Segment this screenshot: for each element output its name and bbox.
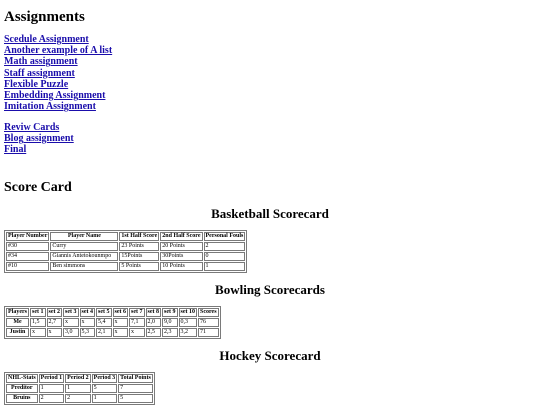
table-row [6,318,219,327]
table-cell: 30Points [160,252,202,261]
table-cell: 20 Points [160,242,202,251]
column-header: set 7 [131,309,143,315]
bowling-table [4,306,221,339]
link-list-example[interactable]: Another example of A list [4,45,113,57]
table-cell: 7 [118,384,153,393]
assignment-links [4,34,112,112]
row-header: Preditor [6,384,38,393]
table-cell: 2,5 [146,328,162,337]
table-cell: #30 [6,242,49,251]
column-header: NHL-Stats [8,375,36,381]
table-header-row [6,308,219,317]
row-header: Justin [6,328,29,337]
table-cell: #10 [6,262,49,271]
column-header: set 3 [65,309,77,315]
table-cell: 2,1 [96,328,112,337]
extra-links [4,122,74,156]
table-row [6,384,153,393]
row-header: Me [6,318,29,327]
table-cell: x [113,318,129,327]
table-cell: x [63,318,79,327]
table-cell: 5 Points [119,262,159,271]
table-cell: 1 [204,262,246,271]
link-schedule-assignment[interactable]: Scedule Assignment [4,34,89,45]
column-header: 1st Half Score [121,233,158,239]
column-header: set 2 [48,309,60,315]
link-embedding-assignment[interactable]: Embedding Assignment [4,90,106,102]
table-cell: 1 [65,384,91,393]
column-header: Total Points [120,375,151,381]
table-row [6,328,219,337]
column-header: set 10 [180,309,195,315]
table-header-row [6,374,153,383]
link-flexible-puzzle[interactable]: Flexible Puzzle [4,78,69,90]
column-header: Player Name [50,232,118,241]
column-header: Period 1 [40,375,63,381]
table-cell: 1,5 [30,318,46,327]
table-cell: 1 [39,384,65,393]
column-header: Period 3 [93,375,116,381]
column-header: set 8 [147,309,159,315]
column-header: 2nd Half Score [162,233,201,239]
table-cell: 2,7 [47,318,63,327]
table-row [6,242,245,251]
link-imitation-assignment[interactable]: Imitation Assignment [4,101,96,113]
page-title: Assignments [4,9,85,25]
column-header: set 6 [114,309,126,315]
table-cell: 2 [65,394,91,403]
column-header: Personal Fouls [205,233,244,239]
table-cell: 5,3 [80,328,96,337]
table-cell: 3,0 [63,328,79,337]
table-cell: Ben simmons [50,262,118,271]
link-review-cards[interactable]: Reviw Cards [4,122,60,133]
table-cell: 76 [198,318,219,327]
table-cell: x [113,328,129,337]
column-header: set 5 [98,309,110,315]
column-header: Scores [200,309,217,315]
table-cell: 1 [92,394,118,403]
column-header: Player Number [8,233,48,239]
bowling-heading: Bowling Scorecards [215,282,325,297]
table-cell: x [47,328,63,337]
row-header: Bruins [6,394,38,403]
table-cell: 2,3 [162,328,178,337]
table-cell: 0 [204,252,246,261]
table-cell: Giannis Antetokounmpo [50,252,118,261]
column-header: set 4 [81,309,93,315]
table-cell: 2 [204,242,246,251]
table-cell: 2 [39,394,65,403]
table-row [6,262,245,271]
table-cell: x [30,328,46,337]
table-cell: Curry [50,242,118,251]
link-staff-assignment[interactable]: Staff assignment [4,67,75,79]
basketball-table [4,230,247,273]
table-cell: #34 [6,252,49,261]
table-row [6,252,245,261]
table-cell: 0,3 [179,318,198,327]
table-header-row [6,232,245,241]
link-math-assignment[interactable]: Math assignment [4,56,78,68]
table-cell: 10 Points [160,262,202,271]
column-header: set 9 [164,309,176,315]
table-cell: x [80,318,96,327]
score-card-title: Score Card [4,180,72,195]
table-row [6,394,153,403]
hockey-heading: Hockey Scorecard [219,348,321,363]
table-cell: 2,0 [146,318,162,327]
table-cell: 23 Points [119,242,159,251]
table-cell: x [129,328,145,337]
column-header: Period 2 [67,375,89,381]
table-cell: 3,2 [179,328,198,337]
basketball-heading: Basketball Scorecard [211,206,329,221]
table-cell: 5 [118,394,153,403]
table-cell: 7,1 [129,318,145,327]
table-cell: 5 [92,384,118,393]
link-blog-assignment[interactable]: Blog assignment [4,133,74,145]
column-header: set 1 [32,309,44,315]
table-cell: 9,0 [162,318,178,327]
hockey-table [4,372,155,405]
link-final[interactable]: Final [4,144,27,156]
table-cell: 71 [198,328,219,337]
column-header: Players [8,309,27,315]
table-cell: 15Points [119,252,159,261]
table-cell: 5,4 [96,318,112,327]
